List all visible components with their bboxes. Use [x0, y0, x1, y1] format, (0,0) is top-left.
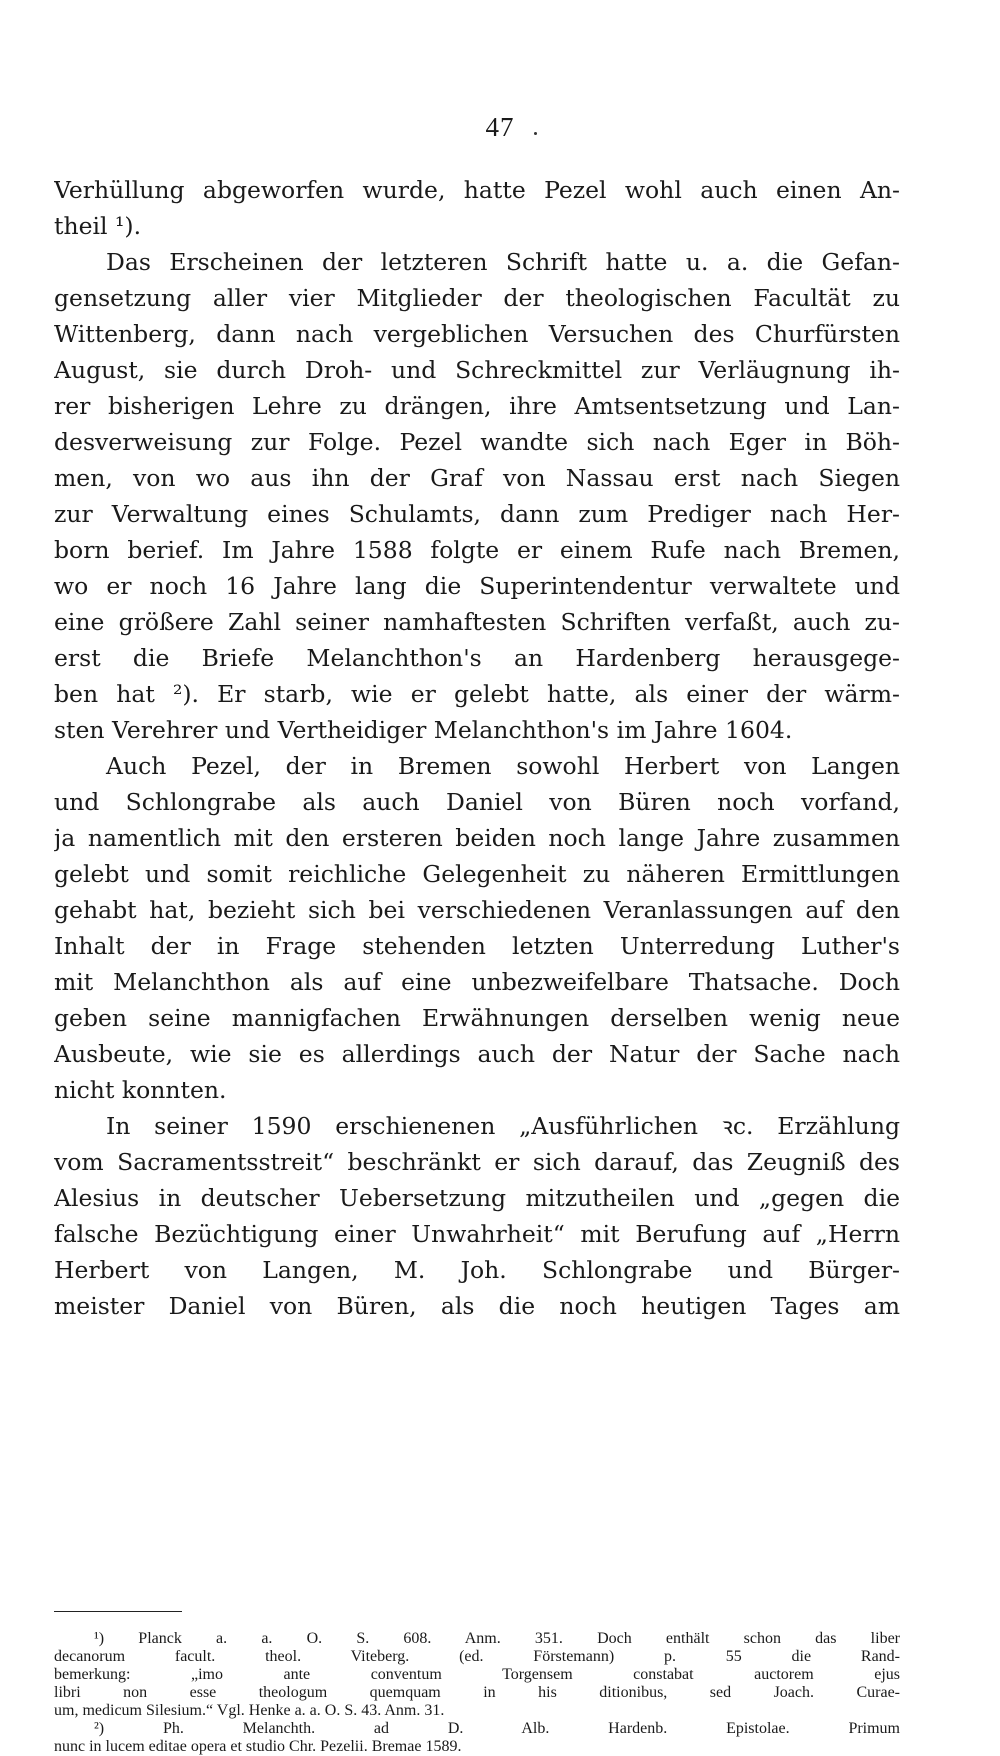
text-line: Alesius in deutscher Uebersetzung mitzutheilen und „gegen die: [54, 1184, 900, 1212]
text-line: meister Daniel von Büren, als die noch heutigen Tages am: [54, 1292, 900, 1320]
text-line: gensetzung aller vier Mitglieder der theologischen Facultät zu: [54, 284, 900, 312]
text-line: Auch Pezel, der in Bremen sowohl Herbert von Langen: [106, 752, 900, 780]
text-line: In seiner 1590 erschienenen „Ausführlichen ꝛc. Erzählung: [106, 1112, 900, 1140]
text-line: zur Verwaltung eines Schulamts, dann zum Prediger nach Her-: [54, 500, 900, 528]
page-number: 47: [485, 112, 515, 142]
main-text: [54, 172, 900, 1324]
footnote-line: bemerkung: „imo ante conventum Torgensem constabat auctorem ejus: [54, 1666, 900, 1683]
text-line: Ausbeute, wie sie es allerdings auch der Natur der Sache nach: [54, 1040, 900, 1068]
text-line: men, von wo aus ihn der Graf von Nassau erst nach Siegen: [54, 464, 900, 492]
text-line: rer bisherigen Lehre zu drängen, ihre Amtsentsetzung und Lan-: [54, 392, 900, 420]
text-line: sten Verehrer und Vertheidiger Melanchthon's im Jahre 1604.: [54, 716, 793, 744]
text-line: desverweisung zur Folge. Pezel wandte sich nach Eger in Böh-: [54, 428, 900, 456]
print-speck: [534, 132, 537, 135]
text-line: eine größere Zahl seiner namhaftesten Schriften verfaßt, auch zu-: [54, 608, 900, 636]
text-line: theil ¹).: [54, 212, 142, 240]
text-line: geben seine mannigfachen Erwähnungen derselben wenig neue: [54, 1004, 900, 1032]
footnote-line: ¹) Planck a. a. O. S. 608. Anm. 351. Doch enthält schon das liber: [94, 1630, 900, 1647]
text-line: Das Erscheinen der letzteren Schrift hatte u. a. die Gefan-: [106, 248, 900, 276]
text-line: August, sie durch Droh- und Schreckmittel zur Verläugnung ih-: [54, 356, 900, 384]
text-line: vom Sacramentsstreit“ beschränkt er sich darauf, das Zeugniß des: [54, 1148, 900, 1176]
text-line: Herbert von Langen, M. Joh. Schlongrabe und Bürger-: [54, 1256, 900, 1284]
footnotes: [54, 1630, 900, 1756]
text-line: Verhüllung abgeworfen wurde, hatte Pezel wohl auch einen An-: [54, 176, 900, 204]
footnote-separator-rule: [54, 1611, 182, 1612]
text-line: Inhalt der in Frage stehenden letzten Unterredung Luther's: [54, 932, 900, 960]
text-line: falsche Bezüchtigung einer Unwahrheit“ mit Berufung auf „Herrn: [54, 1220, 900, 1248]
text-line: ja namentlich mit den ersteren beiden noch lange Jahre zusammen: [54, 824, 900, 852]
footnote-line: decanorum facult. theol. Viteberg. (ed. Förstemann) p. 55 die Rand-: [54, 1648, 900, 1665]
text-line: Wittenberg, dann nach vergeblichen Versuchen des Churfürsten: [54, 320, 900, 348]
text-line: gelebt und somit reichliche Gelegenheit zu näheren Ermittlungen: [54, 860, 900, 888]
footnote-line: um, medicum Silesium.“ Vgl. Henke a. a. O. S. 43. Anm. 31.: [54, 1702, 445, 1719]
text-line: born berief. Im Jahre 1588 folgte er einem Rufe nach Bremen,: [54, 536, 900, 564]
text-line: nicht konnten.: [54, 1076, 227, 1104]
text-line: ben hat ²). Er starb, wie er gelebt hatte, als einer der wärm-: [54, 680, 900, 708]
text-line: wo er noch 16 Jahre lang die Superintendentur verwaltete und: [54, 572, 900, 600]
footnote-line: ²) Ph. Melanchth. ad D. Alb. Hardenb. Epistolae. Primum: [94, 1720, 900, 1737]
text-line: gehabt hat, bezieht sich bei verschiedenen Veranlassungen auf den: [54, 896, 900, 924]
text-line: mit Melanchthon als auf eine unbezweifelbare Thatsache. Doch: [54, 968, 900, 996]
footnote-line: libri non esse theologum quemquam in his ditionibus, sed Joach. Curae-: [54, 1684, 900, 1701]
footnote-line: nunc in lucem editae opera et studio Chr. Pezelii. Bremae 1589.: [54, 1738, 462, 1755]
text-line: und Schlongrabe als auch Daniel von Büren noch vorfand,: [54, 788, 900, 816]
text-line: erst die Briefe Melanchthon's an Hardenberg herausgege-: [54, 644, 900, 672]
